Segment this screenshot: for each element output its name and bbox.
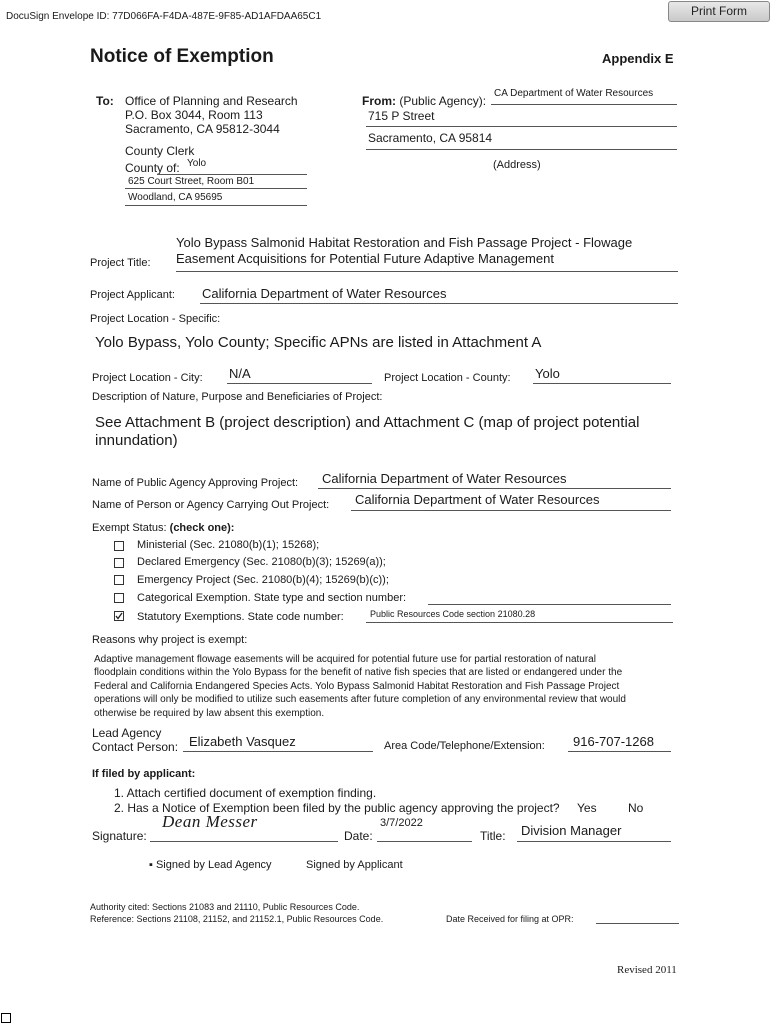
title-underline (517, 841, 671, 842)
reference-text: Reference: Sections 21108, 21152, and 21152.1, Public Resources Code. (90, 914, 384, 924)
ministerial-label: Ministerial (Sec. 21080(b)(1); 15268); (137, 539, 320, 551)
contact-person-field[interactable]: Elizabeth Vasquez (189, 734, 296, 749)
location-city-field[interactable]: N/A (229, 366, 251, 381)
county-of-field[interactable]: Yolo (187, 158, 207, 169)
address-caption: (Address) (493, 159, 541, 171)
phone-label: Area Code/Telephone/Extension: (384, 740, 545, 752)
county-clerk-label: County Clerk (125, 144, 195, 158)
checkmark-icon (115, 612, 123, 620)
statutory-exemption-label: Statutory Exemptions. State code number: (137, 611, 344, 623)
lead-agency-label: Lead Agency (92, 726, 162, 740)
location-city-underline (227, 383, 372, 384)
categorical-exemption-underline (428, 604, 671, 605)
carrying-out-label: Name of Person or Agency Carrying Out Project: (92, 499, 330, 511)
ministerial-checkbox[interactable] (114, 541, 124, 551)
statutory-code-field[interactable]: Public Resources Code section 21080.28 (370, 609, 536, 619)
reasons-line: Federal and California Endangered Species Acts. Yolo Bypass Salmonid Habitat Restoration and Fish Passage Project (94, 680, 620, 692)
location-specific-field[interactable]: Yolo Bypass, Yolo County; Specific APNs are listed in Attachment A (95, 334, 542, 351)
description-label: Description of Nature, Purpose and Beneficiaries of Project: (92, 391, 383, 403)
date-received-underline[interactable] (596, 923, 679, 924)
county-of-label: County of: (125, 161, 180, 175)
date-field[interactable]: 3/7/2022 (380, 817, 423, 829)
to-line1: Office of Planning and Research (125, 94, 298, 108)
project-title-line2[interactable]: Easement Acquisitions for Potential Future Adaptive Management (176, 251, 554, 266)
title-field[interactable]: Division Manager (521, 823, 622, 838)
location-city-label: Project Location - City: (92, 372, 203, 384)
filed-item-1: 1. Attach certified document of exemption finding. (114, 786, 377, 800)
filed-by-applicant-heading: If filed by applicant: (92, 768, 196, 780)
statutory-code-underline (366, 622, 673, 623)
emergency-project-label: Emergency Project (Sec. 21080(b)(4); 15269(b)(c)); (137, 574, 389, 586)
date-label: Date: (344, 829, 373, 843)
signed-by-lead-agency-label: Signed by Lead Agency (155, 859, 272, 871)
to-label: To: (96, 94, 114, 108)
revised-label: Revised 2011 (617, 964, 677, 976)
filed-item-2: 2. Has a Notice of Exemption been filed by the public agency approving the project? (114, 801, 560, 815)
description-line1[interactable]: See Attachment B (project description) and Attachment C (map of project potential (95, 414, 640, 431)
from-street-field[interactable]: 715 P Street (368, 109, 435, 123)
from-street-underline (366, 126, 677, 127)
bullet-icon: ▪ (149, 859, 153, 871)
date-underline (377, 841, 472, 842)
reasons-line: operations will only be modified to utilize such easements after future completion of any environmental review that would (94, 694, 626, 706)
contact-person-underline (183, 751, 373, 752)
carrying-out-field[interactable]: California Department of Water Resources (355, 492, 600, 507)
reasons-label: Reasons why project is exempt: (92, 634, 248, 646)
approving-agency-field[interactable]: California Department of Water Resources (322, 471, 567, 486)
project-title-line1[interactable]: Yolo Bypass Salmonid Habitat Restoration and Fish Passage Project - Flowage (176, 235, 633, 250)
to-line3: Sacramento, CA 95812-3044 (125, 122, 280, 136)
location-county-underline (533, 383, 671, 384)
phone-underline (568, 751, 671, 752)
appendix-label: Appendix E (602, 51, 674, 66)
from-city-field[interactable]: Sacramento, CA 95814 (368, 131, 493, 145)
reasons-line: Adaptive management flowage easements will be acquired for potential future use for partial restoration of natural (94, 654, 596, 665)
signed-by-applicant-option[interactable]: Signed by Applicant (306, 859, 403, 871)
from-label: From: (362, 94, 396, 108)
project-applicant-underline (200, 303, 678, 304)
title-label: Title: (480, 829, 506, 843)
location-county-label: Project Location - County: (384, 372, 511, 384)
print-form-button[interactable]: Print Form (668, 1, 770, 22)
approving-agency-label: Name of Public Agency Approving Project: (92, 477, 299, 489)
page-marker-box (1, 1013, 11, 1023)
date-received-label: Date Received for filing at OPR: (446, 914, 574, 924)
signature-field[interactable]: Dean Messer (162, 812, 258, 831)
envelope-id: DocuSign Envelope ID: 77D066FA-F4DA-487E-9F85-AD1AFDAA65C1 (6, 11, 322, 22)
yes-option[interactable]: Yes (577, 801, 597, 815)
to-line2: P.O. Box 3044, Room 113 (125, 108, 263, 122)
declared-emergency-checkbox[interactable] (114, 558, 124, 568)
statutory-exemption-checkbox[interactable] (114, 611, 124, 621)
from-label-wrap (362, 94, 486, 108)
reasons-text[interactable] (94, 653, 626, 720)
clerk-address1-field[interactable]: 625 Court Street, Room B01 (128, 176, 255, 187)
reasons-line: floodplain conditions within the Yolo Bypass for the benefit of native fish species that are listed or endangered under the (94, 667, 623, 679)
location-specific-label: Project Location - Specific: (90, 313, 221, 325)
signed-by-lead-agency-option[interactable] (149, 859, 272, 871)
project-title-underline (176, 271, 678, 272)
location-county-field[interactable]: Yolo (535, 366, 560, 381)
from-agency-underline (491, 104, 677, 105)
clerk-address1-underline (125, 188, 307, 189)
reasons-line: otherwise be required by law absent this exemption. (94, 707, 325, 719)
description-line2[interactable]: innundation) (95, 432, 178, 449)
emergency-project-checkbox[interactable] (114, 575, 124, 585)
signature-label: Signature: (92, 829, 147, 843)
project-title-label: Project Title: (90, 257, 151, 269)
project-applicant-label: Project Applicant: (90, 289, 175, 301)
from-city-underline (366, 149, 677, 150)
approving-agency-underline (318, 488, 671, 489)
no-option[interactable]: No (628, 801, 644, 815)
categorical-exemption-checkbox[interactable] (114, 593, 124, 603)
declared-emergency-label: Declared Emergency (Sec. 21080(b)(3); 15269(a)); (137, 556, 386, 568)
authority-cited: Authority cited: Sections 21083 and 21110, Public Resources Code. (90, 902, 360, 912)
phone-field[interactable]: 916-707-1268 (573, 734, 654, 749)
signature-underline (150, 841, 338, 842)
categorical-exemption-label: Categorical Exemption. State type and section number: (137, 592, 407, 604)
exempt-status-label: Exempt Status: (92, 522, 167, 534)
contact-person-label: Contact Person: (92, 740, 179, 754)
clerk-address2-field[interactable]: Woodland, CA 95695 (128, 192, 223, 203)
clerk-address2-underline (125, 205, 307, 206)
county-of-underline (157, 174, 307, 175)
page-title: Notice of Exemption (90, 46, 274, 67)
from-agency-field[interactable]: CA Department of Water Resources (494, 88, 654, 99)
exempt-status-hint: (check one): (169, 522, 235, 534)
carrying-out-underline (351, 510, 671, 511)
project-applicant-field[interactable]: California Department of Water Resources (202, 286, 447, 301)
exempt-status-label-wrap (92, 522, 234, 534)
from-label-rest: (Public Agency): (399, 94, 487, 108)
